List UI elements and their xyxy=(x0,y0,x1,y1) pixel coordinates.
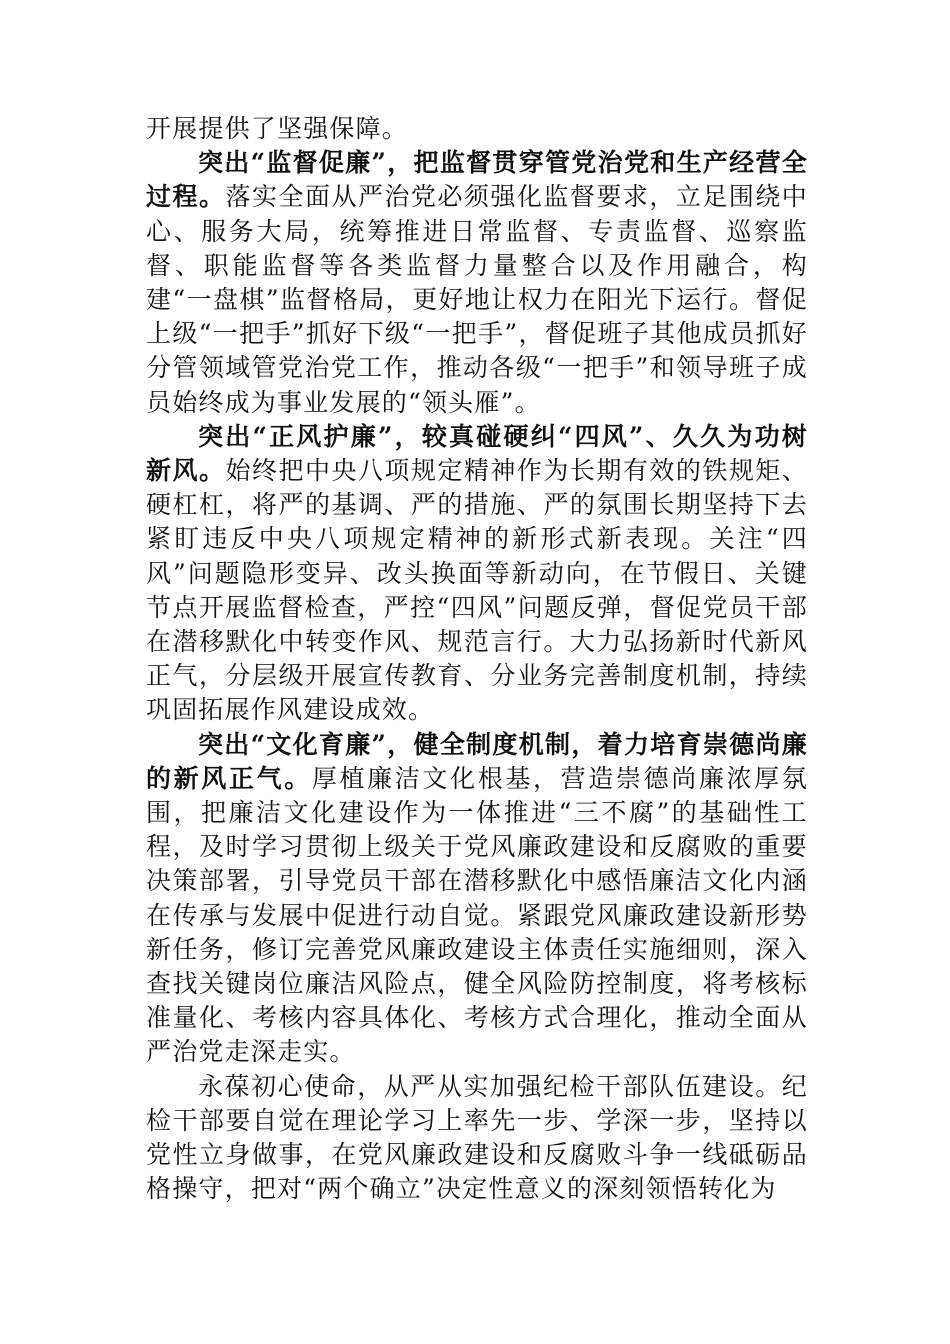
paragraph-culture xyxy=(146,728,808,1070)
paragraph-text: 厚植廉洁文化根基，营造崇德尚廉浓厚氛围，把廉洁文化建设作为一体推进“三不腐”的基础性工程，及时学习贯彻上级关于党风廉政建设和反腐败的重要决策部署，引导党员干部在潜移默化中感悟廉洁文化内涵在传承与发展中促进行动自觉。紧跟党风廉政建设新形势新任务，修订完善党风廉政建设主体责任实施细则，深入查找关键岗位廉洁风险点，健全风险防控制度，将考核标准量化、考核内容具体化、考核方式合理化，推动全面从严治党走深走实。 xyxy=(146,763,808,1067)
paragraph-conduct xyxy=(146,420,808,728)
document-body xyxy=(146,112,808,1207)
paragraph-text: 始终把中央八项规定精神作为长期有效的铁规矩、硬杠杠，将严的基调、严的措施、严的氛围长期坚持下去紧盯违反中央八项规定精神的新形式新表现。关注“四风”问题隐形变异、改头换面等新动向，在节假日、关键节点开展监督检查，严控“四风”问题反弹，督促党员干部在潜移默化中转变作风、规范言行。大力弘扬新时代新风正气，分层级开展宣传教育、分业务完善制度机制，持续巩固拓展作风建设成效。 xyxy=(146,456,808,725)
paragraph-text: 永葆初心使命，从严从实加强纪检干部队伍建设。纪检干部要自觉在理论学习上率先一步、学深一步，坚持以党性立身做事，在党风廉政建设和反腐败斗争一线砥砺品格操守，把对“两个确立”决定性意义的深刻领悟转化为 xyxy=(146,1071,808,1204)
paragraph-heading: 突出“正风护廉”，较真碰硬纠“四风”、久久为功树新风。 xyxy=(146,421,808,486)
paragraph-supervision xyxy=(146,146,808,420)
paragraph-text: 落实全面从严治党必须强化监督要求，立足围绕中心、服务大局，统筹推进日常监督、专责监督、巡察监督、职能监督等各类监督力量整合以及作用融合，构建“一盘棋”监督格局，更好地让权力在阳光下运行。督促上级“一把手”抓好下级“一把手”，督促班子其他成员抓好分管领域管党治党工作，推动各级“一把手”和领导班子成员始终成为事业发展的“领头雁”。 xyxy=(146,182,808,417)
paragraph-heading: 突出“文化育廉”，健全制度机制，着力培育崇德尚廉的新风正气。 xyxy=(146,729,808,793)
paragraph-text: 开展提供了坚强保障。 xyxy=(146,114,409,143)
paragraph-team-building xyxy=(146,1070,808,1207)
paragraph-continuation xyxy=(146,112,808,146)
paragraph-heading: 突出“监督促廉”，把监督贯穿管党治党和生产经营全过程。 xyxy=(146,148,808,212)
